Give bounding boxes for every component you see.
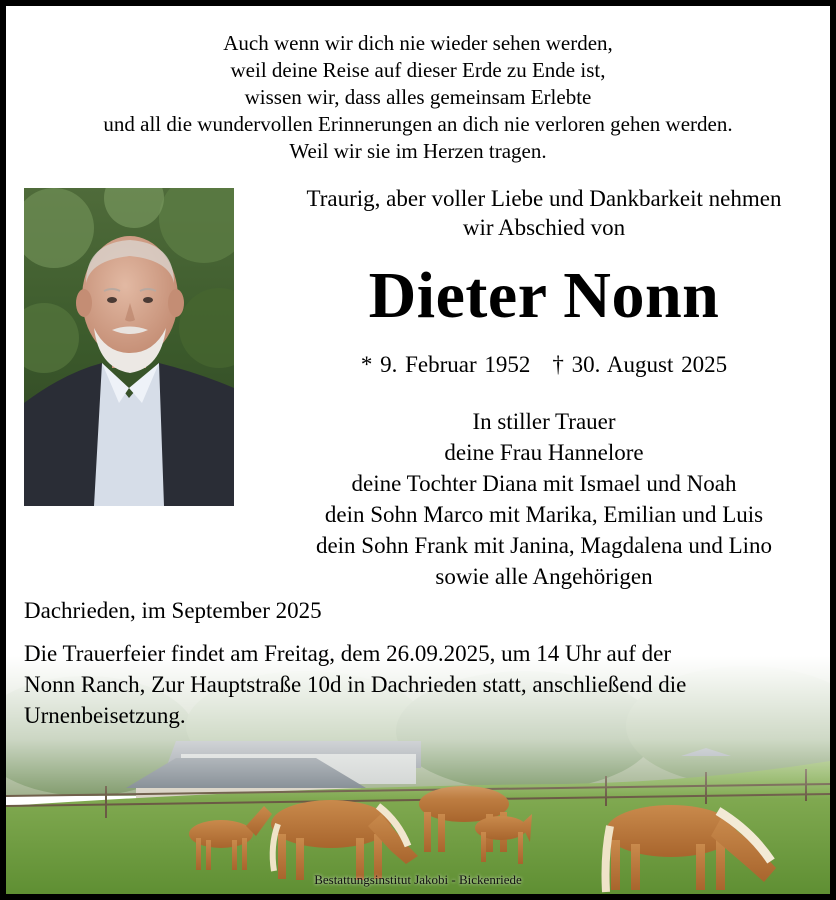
place-date: Dachrieden, im September 2025 [24,598,322,623]
intro-line: Traurig, aber voller Liebe und Dankbarkeit nehmen [306,186,782,211]
ceremony-info [24,638,804,731]
deceased-name: Dieter Nonn [368,259,720,332]
life-dates [246,350,836,380]
mourner-line: sowie alle Angehörigen [435,564,653,589]
mourner-line: In stiller Trauer [472,409,616,434]
ceremony-line: Die Trauerfeier findet am Freitag, dem 26.09.2025, um 14 Uhr auf der [24,641,672,666]
death-date: † 30. August 2025 [552,352,728,377]
poem [6,30,830,165]
poem-line: Auch wenn wir dich nie wieder sehen werden, [223,31,613,55]
ceremony-line: Urnenbeisetzung. [24,703,186,728]
funeral-home-credit: Bestattungsinstitut Jakobi - Bickenriede [314,872,522,887]
mourner-line: deine Tochter Diana mit Ismael und Noah [351,471,737,496]
intro-line: wir Abschied von [462,215,626,240]
intro-text [246,184,836,242]
mourners-list [246,406,836,592]
poem-line: wissen wir, dass alles gemeinsam Erlebte [244,85,592,109]
poem-line: und all die wundervollen Erinnerungen an dich nie verloren gehen werden. [103,112,733,136]
portrait-photo [24,188,234,506]
ceremony-line: Nonn Ranch, Zur Hauptstraße 10d in Dachrieden statt, anschließend die [24,672,687,697]
poem-line: weil deine Reise auf dieser Erde zu Ende ist, [230,58,606,82]
mourner-line: deine Frau Hannelore [444,440,644,465]
mourner-line: dein Sohn Marco mit Marika, Emilian und Luis [324,502,764,527]
birth-date: * 9. Februar 1952 [360,352,531,377]
poem-line: Weil wir sie im Herzen tragen. [289,139,547,163]
mourner-line: dein Sohn Frank mit Janina, Magdalena und Lino [315,533,773,558]
